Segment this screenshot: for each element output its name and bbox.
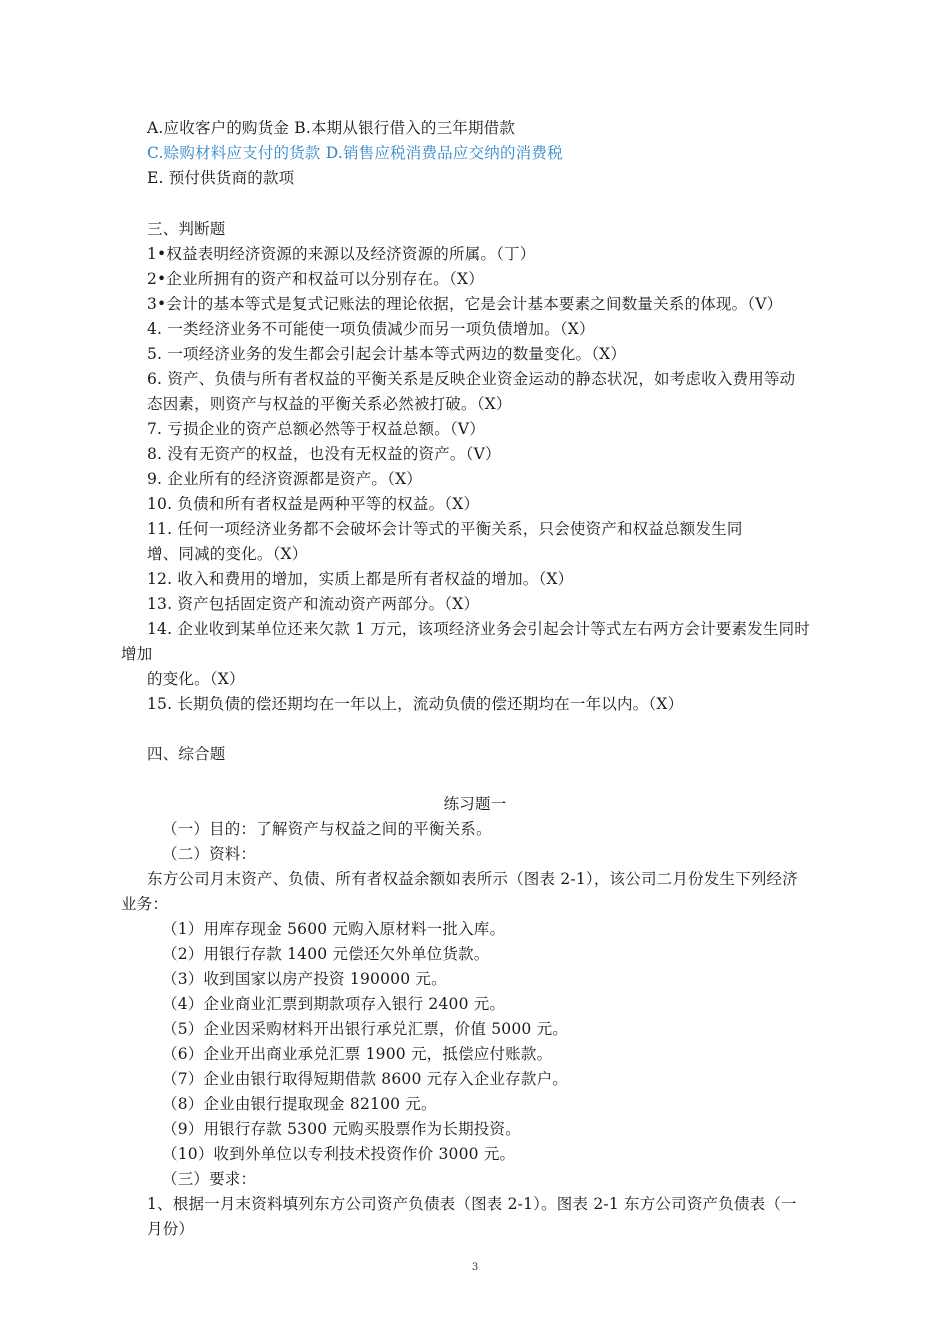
judgment-item-15: 15. 长期负债的偿还期均在一年以上，流动负债的偿还期均在一年以内。（X） <box>147 695 684 713</box>
judgment-item-7: 7. 亏损企业的资产总额必然等于权益总额。（V） <box>147 420 485 438</box>
option-line-a-b: A.应收客户的购货金 B.本期从银行借入的三年期借款 <box>147 119 516 137</box>
judgment-item-14-cont: 增加 <box>121 645 153 663</box>
transaction-item-8: （8）企业由银行提取现金 82100 元。 <box>162 1095 437 1113</box>
judgment-item-5: 5. 一项经济业务的发生都会引起会计基本等式两边的数量变化。（X） <box>147 345 627 363</box>
option-line-e: E. 预付供货商的款项 <box>147 169 295 187</box>
transaction-item-6: （6）企业开出商业承兑汇票 1900 元，抵偿应付账款。 <box>162 1045 553 1063</box>
judgment-item-2: 2•企业所拥有的资产和权益可以分别存在。（X） <box>147 270 484 288</box>
judgment-item-14: 14. 企业收到某单位还来欠款 1 万元，该项经济业务会引起会计等式左右两方会计要素发生同时 <box>147 620 810 638</box>
judgment-item-6: 6. 资产、负债与所有者权益的平衡关系是反映企业资金运动的静态状况，如考虑收入费用等动 <box>147 370 796 388</box>
judgment-item-9: 9. 企业所有的经济资源都是资产。（X） <box>147 470 423 488</box>
judgment-item-13: 13. 资产包括固定资产和流动资产两部分。（X） <box>147 595 480 613</box>
judgment-item-12: 12. 收入和费用的增加，实质上都是所有者权益的增加。（X） <box>147 570 574 588</box>
transaction-item-1: （1）用库存现金 5600 元购入原材料一批入库。 <box>162 920 506 938</box>
exercise-title: 练习题一 <box>443 795 507 813</box>
page-number: 3 <box>471 1262 479 1273</box>
requirement-item-1-cont: 月份） <box>147 1220 195 1238</box>
section-heading-comprehensive: 四、综合题 <box>147 745 226 763</box>
material-heading: （二）资料： <box>162 845 257 863</box>
transaction-item-5: （5）企业因采购材料开出银行承兑汇票，价值 5000 元。 <box>162 1020 568 1038</box>
judgment-item-1: 1•权益表明经济资源的来源以及经济资源的所属。（丁） <box>147 245 536 263</box>
judgment-item-14-end: 的变化。（X） <box>147 670 245 688</box>
option-line-c-d: C.赊购材料应支付的货款 D.销售应税消费品应交纳的消费税 <box>147 144 563 162</box>
judgment-item-11: 11. 任何一项经济业务都不会破坏会计等式的平衡关系，只会使资产和权益总额发生同 <box>147 520 743 538</box>
transaction-item-3: （3）收到国家以房产投资 190000 元。 <box>162 970 447 988</box>
transaction-item-7: （7）企业由银行取得短期借款 8600 元存入企业存款户。 <box>162 1070 568 1088</box>
judgment-item-6-cont: 态因素，则资产与权益的平衡关系必然被打破。（X） <box>147 395 512 413</box>
transaction-item-10: （10）收到外单位以专利技术投资作价 3000 元。 <box>162 1145 516 1163</box>
exercise-purpose: （一）目的：了解资产与权益之间的平衡关系。 <box>162 820 492 838</box>
transaction-item-9: （9）用银行存款 5300 元购买股票作为长期投资。 <box>162 1120 521 1138</box>
transaction-item-4: （4）企业商业汇票到期款项存入银行 2400 元。 <box>162 995 506 1013</box>
requirement-heading: （三）要求： <box>162 1170 257 1188</box>
judgment-item-3: 3•会计的基本等式是复式记账法的理论依据，它是会计基本要素之间数量关系的体现。（V） <box>147 295 783 313</box>
section-heading-judgment: 三、判断题 <box>147 220 226 238</box>
requirement-item-1: 1、根据一月末资料填列东方公司资产负债表（图表 2-1）。图表 2-1 东方公司资产负债表（一 <box>147 1195 797 1213</box>
transaction-item-2: （2）用银行存款 1400 元偿还欠外单位货款。 <box>162 945 490 963</box>
material-paragraph: 东方公司月末资产、负债、所有者权益余额如表所示（图表 2-1），该公司二月份发生下列经济 <box>147 870 798 888</box>
judgment-item-8: 8. 没有无资产的权益，也没有无权益的资产。（V） <box>147 445 501 463</box>
judgment-item-4: 4. 一类经济业务不可能使一项负债减少而另一项负债增加。（X） <box>147 320 595 338</box>
material-paragraph-cont: 业务： <box>121 895 169 913</box>
judgment-item-10: 10. 负债和所有者权益是两种平等的权益。（X） <box>147 495 480 513</box>
judgment-item-11-cont: 增、同减的变化。（X） <box>147 545 308 563</box>
